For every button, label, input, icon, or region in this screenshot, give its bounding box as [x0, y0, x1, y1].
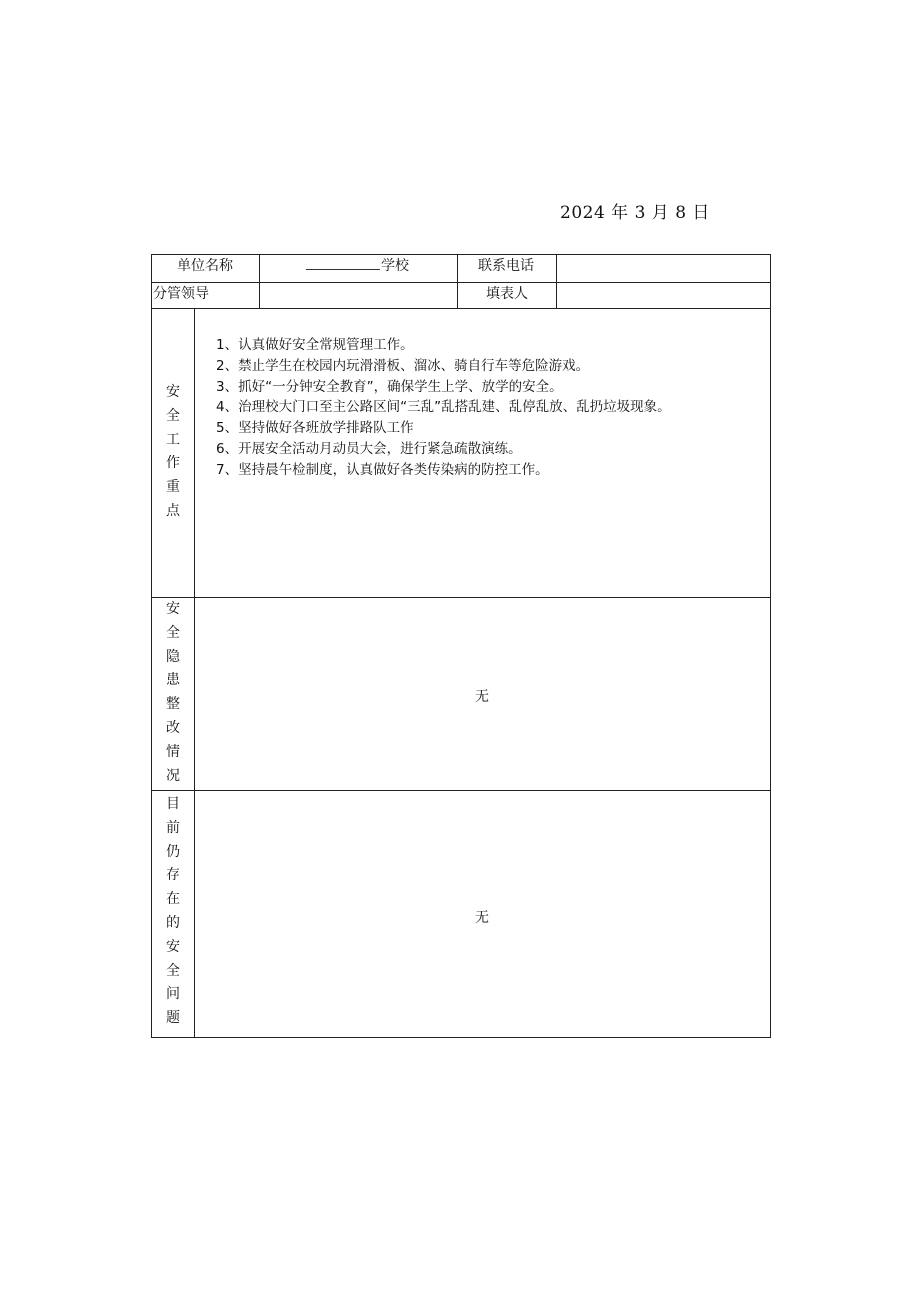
leader-label: 分管领导	[153, 286, 209, 302]
hazard-rectification-value: 无	[475, 689, 489, 705]
unit-name-label: 单位名称	[177, 258, 233, 274]
list-item: 1、认真做好安全常规管理工作。	[216, 337, 414, 353]
list-item: 4、治理校大门口至主公路区间“三乱”乱搭乱建、乱停乱放、乱扔垃圾现象。	[216, 399, 671, 416]
list-item: 7、坚持晨午检制度，认真做好各类传染病的防控工作。	[216, 461, 549, 478]
unit-name-blank	[306, 259, 380, 270]
list-item: 2、禁止学生在校园内玩滑滑板、溜冰、骑自行车等危险游戏。	[216, 357, 590, 374]
phone-label: 联系电话	[478, 258, 534, 274]
list-item: 3、抓好“一分钟安全教育”，确保学生上学、放学的安全。	[216, 378, 563, 395]
remaining-problems-label: 目 前 仍 存 在 的 安 全 问 题	[166, 796, 180, 1027]
unit-name-field[interactable]	[306, 259, 409, 273]
col-divider	[259, 255, 260, 308]
safety-report-form	[151, 254, 771, 1038]
report-date: 2024 年 3 月 8 日	[560, 203, 710, 223]
unit-name-suffix: 学校	[381, 258, 409, 274]
filler-label: 填表人	[486, 286, 528, 302]
row-divider	[152, 790, 770, 791]
row-divider	[152, 282, 770, 283]
row-divider	[152, 597, 770, 598]
col-divider	[457, 255, 458, 308]
col-divider	[194, 308, 195, 1037]
list-item: 5、坚持做好各班放学排路队工作	[216, 420, 414, 437]
col-divider	[556, 255, 557, 308]
safety-focus-list	[216, 335, 671, 481]
safety-focus-label: 安 全 工 作 重 点	[166, 384, 180, 519]
remaining-problems-value: 无	[475, 910, 489, 926]
hazard-rectification-label: 安 全 隐 患 整 改 情 况	[166, 601, 180, 784]
row-divider	[152, 308, 770, 309]
list-item: 6、开展安全活动月动员大会，进行紧急疏散演练。	[216, 440, 522, 457]
